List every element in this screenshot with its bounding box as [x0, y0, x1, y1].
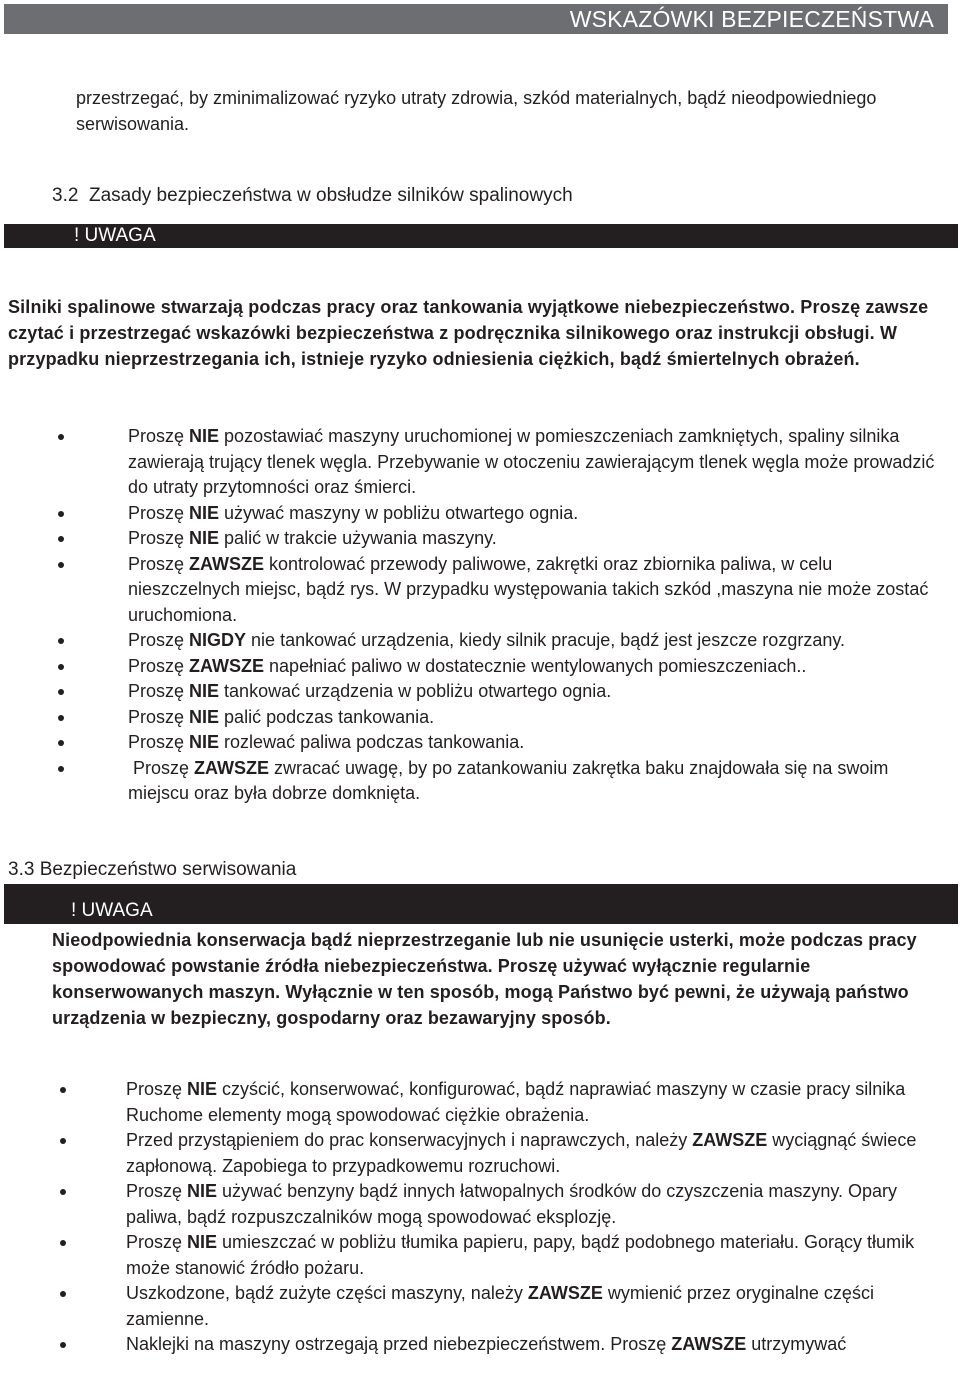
list-item [128, 628, 948, 654]
list-item-keyword: NIE [189, 732, 220, 752]
bullet-icon [60, 1138, 66, 1144]
list-item [128, 654, 948, 680]
list-item-text: Proszę [128, 706, 190, 727]
bullet-icon [58, 638, 64, 644]
list-item-text: używać benzyny bądź innych łatwopalnych środków do czyszczenia maszyny. Opary paliwa, bądź rozpuszczalników mogą spowodować eksplozję. [126, 1181, 898, 1227]
header-bar [4, 4, 948, 34]
list-item-text: Naklejki na maszyny ostrzegają przed niebezpieczeństwem. Proszę [126, 1334, 672, 1354]
list-item [126, 1230, 926, 1281]
bullet-icon [58, 536, 64, 542]
list-item-keyword: NIE [187, 1079, 218, 1099]
list-item [126, 1281, 926, 1332]
list-item-text: Proszę [128, 681, 190, 701]
list-item-text: Proszę [128, 732, 190, 752]
bullet-icon [58, 689, 64, 695]
list-item-text: kontrolować przewody paliwowe, zakrętki oraz zbiornika paliwa, w celu nieszczelnych miejsc, bądź rys. W przypadku występowania takich szkód ,maszyna nie może zostać uruchomiona. [128, 553, 929, 625]
bullet-icon [58, 740, 64, 746]
section-3-3-heading: 3.3 Bezpieczeństwo serwisowania [8, 859, 297, 880]
warning-label: ! UWAGA [74, 225, 156, 246]
list-item-text: Proszę [128, 655, 190, 676]
bullet-list-3-2 [128, 424, 948, 807]
list-item-text: Proszę [126, 1181, 188, 1201]
list-item-text: Proszę [128, 502, 190, 523]
warning-label: ! UWAGA [71, 900, 153, 921]
list-item-keyword: NIE [189, 528, 220, 548]
bullet-icon [58, 664, 64, 670]
warning-banner-3-3 [4, 884, 958, 924]
bullet-icon [58, 562, 64, 568]
list-item [128, 679, 948, 705]
list-item-text: palić podczas tankowania. [219, 706, 435, 727]
list-item-text: wymienić przez oryginalne części zamienne. [126, 1283, 874, 1329]
list-item-text: Uszkodzone, bądź zużyte części maszyny, należy [126, 1283, 528, 1303]
list-item-text: Proszę [128, 426, 190, 446]
list-item-text: Proszę [128, 528, 190, 548]
list-item-keyword: ZAWSZE [692, 1130, 768, 1150]
list-item-keyword: NIE [187, 1232, 218, 1252]
list-item-keyword: ZAWSZE [189, 655, 265, 676]
page-header-title: WSKAZÓWKI BEZPIECZEŃSTWA [569, 6, 934, 32]
list-item [128, 730, 948, 756]
list-item [126, 1077, 926, 1128]
list-item [128, 501, 948, 527]
list-item [128, 756, 948, 807]
list-item-keyword: NIE [189, 502, 220, 523]
list-item [128, 424, 948, 501]
list-item-text: rozlewać paliwa podczas tankowania. [219, 732, 525, 752]
list-item-text: Przed przystąpieniem do prac konserwacyjnych i naprawczych, należy [126, 1130, 693, 1150]
list-item [128, 705, 948, 731]
list-item-keyword: NIE [189, 426, 220, 446]
bullet-icon [60, 1291, 66, 1297]
warning-text-3-2: Silniki spalinowe stwarzają podczas pracy oraz tankowania wyjątkowe niebezpieczeństwo. Proszę zawsze czytać i przestrzegać wskazówki bezpieczeństwa z podręcznika silnikowego oraz instrukcji obsługi. W przypadku nieprzestrzegania ich, istnieje ryzyko odniesienia ciężkich, bądź śmiertelnych obrażeń. [8, 297, 929, 369]
list-item-text: Proszę [126, 1079, 188, 1099]
list-item-text: wyciągnąć świece zapłonową. Zapobiega to przypadkowemu rozruchowi. [126, 1130, 917, 1176]
list-item-text: palić w trakcie używania maszyny. [219, 528, 497, 548]
list-item-text: pozostawiać maszyny uruchomionej w pomieszczeniach zamkniętych, spaliny silnika zawierają trujący tlenek węgla. Przebywanie w otoczeniu zawierającym tlenek węgla może prowadzić do utraty przytomności oraz śmierci. [128, 426, 935, 497]
list-item-text: czyścić, konserwować, konfigurować, bądź naprawiać maszyny w czasie pracy silnika Ruchome elementy mogą spowodować ciężkie obrażenia. [126, 1079, 906, 1125]
list-item-keyword: NIE [189, 681, 220, 701]
list-item-text: Proszę [128, 757, 195, 778]
list-item-text: nie tankować urządzenia, kiedy silnik pracuje, bądź jest jeszcze rozgrzany. [246, 630, 846, 650]
list-item [126, 1128, 926, 1179]
bullet-list-3-3 [126, 1077, 926, 1358]
warning-text-3-3: Nieodpowiednia konserwacja bądź nieprzestrzeganie lub nie usunięcie usterki, może podczas pracy spowodować powstanie źródła niebezpieczeństwa. Proszę używać wyłącznie regularnie konserwowanych maszyn. Wyłącznie w ten sposób, mogą Państwo być pewni, że używają państwo urządzenia w bezpieczny, gospodarny oraz bezawaryjny sposób. [52, 930, 917, 1028]
list-item-text: tankować urządzenia w pobliżu otwartego ognia. [219, 681, 612, 701]
bullet-icon [58, 434, 64, 440]
list-item-keyword: ZAWSZE [194, 757, 270, 778]
intro-paragraph: przestrzegać, by zminimalizować ryzyko utraty zdrowia, szkód materialnych, bądź nieodpowiedniego serwisowania. [76, 88, 877, 134]
list-item-keyword: NIGDY [189, 630, 247, 650]
list-item-text: Proszę [128, 553, 190, 574]
list-item [128, 526, 948, 552]
list-item-text: Proszę [128, 630, 190, 650]
section-3-2-heading: 3.2 Zasady bezpieczeństwa w obsłudze silników spalinowych [52, 185, 573, 206]
list-item-keyword: NIE [189, 706, 220, 727]
list-item-keyword: ZAWSZE [671, 1334, 747, 1354]
list-item-keyword: ZAWSZE [189, 553, 265, 574]
bullet-icon [58, 511, 64, 517]
list-item-keyword: NIE [187, 1181, 218, 1201]
list-item [126, 1332, 926, 1358]
bullet-icon [58, 715, 64, 721]
bullet-icon [58, 766, 64, 772]
bullet-icon [60, 1342, 66, 1348]
list-item-text: napełniać paliwo w dostatecznie wentylowanych pomieszczeniach.. [264, 655, 807, 676]
list-item-keyword: ZAWSZE [527, 1283, 603, 1303]
list-item-text: używać maszyny w pobliżu otwartego ognia. [219, 502, 579, 523]
list-item-text: utrzymywać [746, 1334, 847, 1354]
warning-banner-3-2 [4, 224, 958, 248]
list-item-text: zwracać uwagę, by po zatankowaniu zakrętka baku znajdowała się na swoim miejscu oraz była dobrze domknięta. [128, 757, 889, 803]
list-item [128, 552, 948, 629]
list-item [126, 1179, 926, 1230]
list-item-text: Proszę [126, 1232, 188, 1252]
bullet-icon [60, 1087, 66, 1093]
bullet-icon [60, 1240, 66, 1246]
bullet-icon [60, 1189, 66, 1195]
list-item-text: umieszczać w pobliżu tłumika papieru, papy, bądź podobnego materiału. Gorący tłumik może stanowić źródło pożaru. [126, 1232, 915, 1278]
